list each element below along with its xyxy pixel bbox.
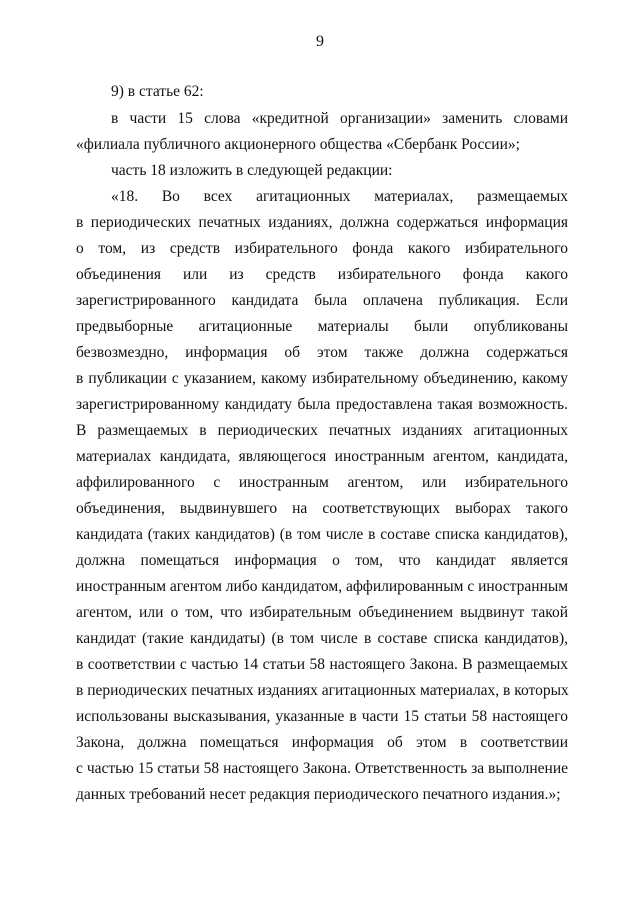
- text-line: «филиала публичного акционерного общества «Сбербанк России»;: [76, 136, 520, 153]
- text-line: Закона, должна помещаться информация об этом в соответствии: [76, 734, 568, 751]
- page-number: 9: [316, 33, 324, 50]
- text-line: должна помещаться информация о том, что кандидат является: [76, 552, 568, 569]
- text-line: в периодических печатных изданиях агитационных материалах, в которых: [76, 682, 569, 699]
- text-line: В размещаемых в периодических печатных изданиях агитационных: [76, 422, 568, 439]
- text-line: аффилированного с иностранным агентом, или избирательного: [76, 474, 568, 491]
- text-line: часть 18 изложить в следующей редакции:: [111, 162, 393, 179]
- text-line: объединения, выдвинувшего на соответствующих выборах такого: [76, 500, 568, 517]
- text-line: зарегистрированному кандидату была предоставлена такая возможность.: [76, 396, 568, 413]
- text-line: предвыборные агитационные материалы были опубликованы: [76, 318, 568, 335]
- text-line: «18. Во всех агитационных материалах, размещаемых: [111, 188, 568, 205]
- text-line: иностранным агентом либо кандидатом, аффилированным с иностранным: [76, 578, 569, 595]
- text-line: кандидата (таких кандидатов) (в том числе в составе списка кандидатов),: [76, 526, 568, 543]
- text-line: данных требований несет редакция периодического печатного издания.»;: [76, 786, 561, 803]
- text-line: кандидат (такие кандидаты) (в том числе в составе списка кандидатов),: [76, 630, 568, 647]
- text-line: в периодических печатных изданиях, должна содержаться информация: [76, 214, 568, 231]
- text-line: в части 15 слова «кредитной организации» заменить словами: [111, 110, 568, 127]
- text-line: агентом, или о том, что избирательным объединением выдвинут такой: [76, 604, 568, 621]
- text-line: материалах кандидата, являющегося иностранным агентом, кандидата,: [76, 448, 568, 465]
- text-line: в публикации с указанием, какому избирательному объединению, какому: [76, 370, 568, 387]
- text-line: 9) в статье 62:: [111, 83, 204, 100]
- text-line: с частью 15 статьи 58 настоящего Закона. Ответственность за выполнение: [76, 760, 568, 777]
- text-line: использованы высказывания, указанные в части 15 статьи 58 настоящего: [76, 708, 568, 725]
- text-line: объединения или из средств избирательного фонда какого: [76, 266, 568, 283]
- text-line: о том, из средств избирательного фонда какого избирательного: [76, 240, 568, 257]
- text-line: в соответствии с частью 14 статьи 58 настоящего Закона. В размещаемых: [76, 656, 568, 673]
- text-line: безвозмездно, информация об этом также должна содержаться: [76, 344, 568, 361]
- text-line: зарегистрированного кандидата была оплачена публикация. Если: [76, 292, 568, 309]
